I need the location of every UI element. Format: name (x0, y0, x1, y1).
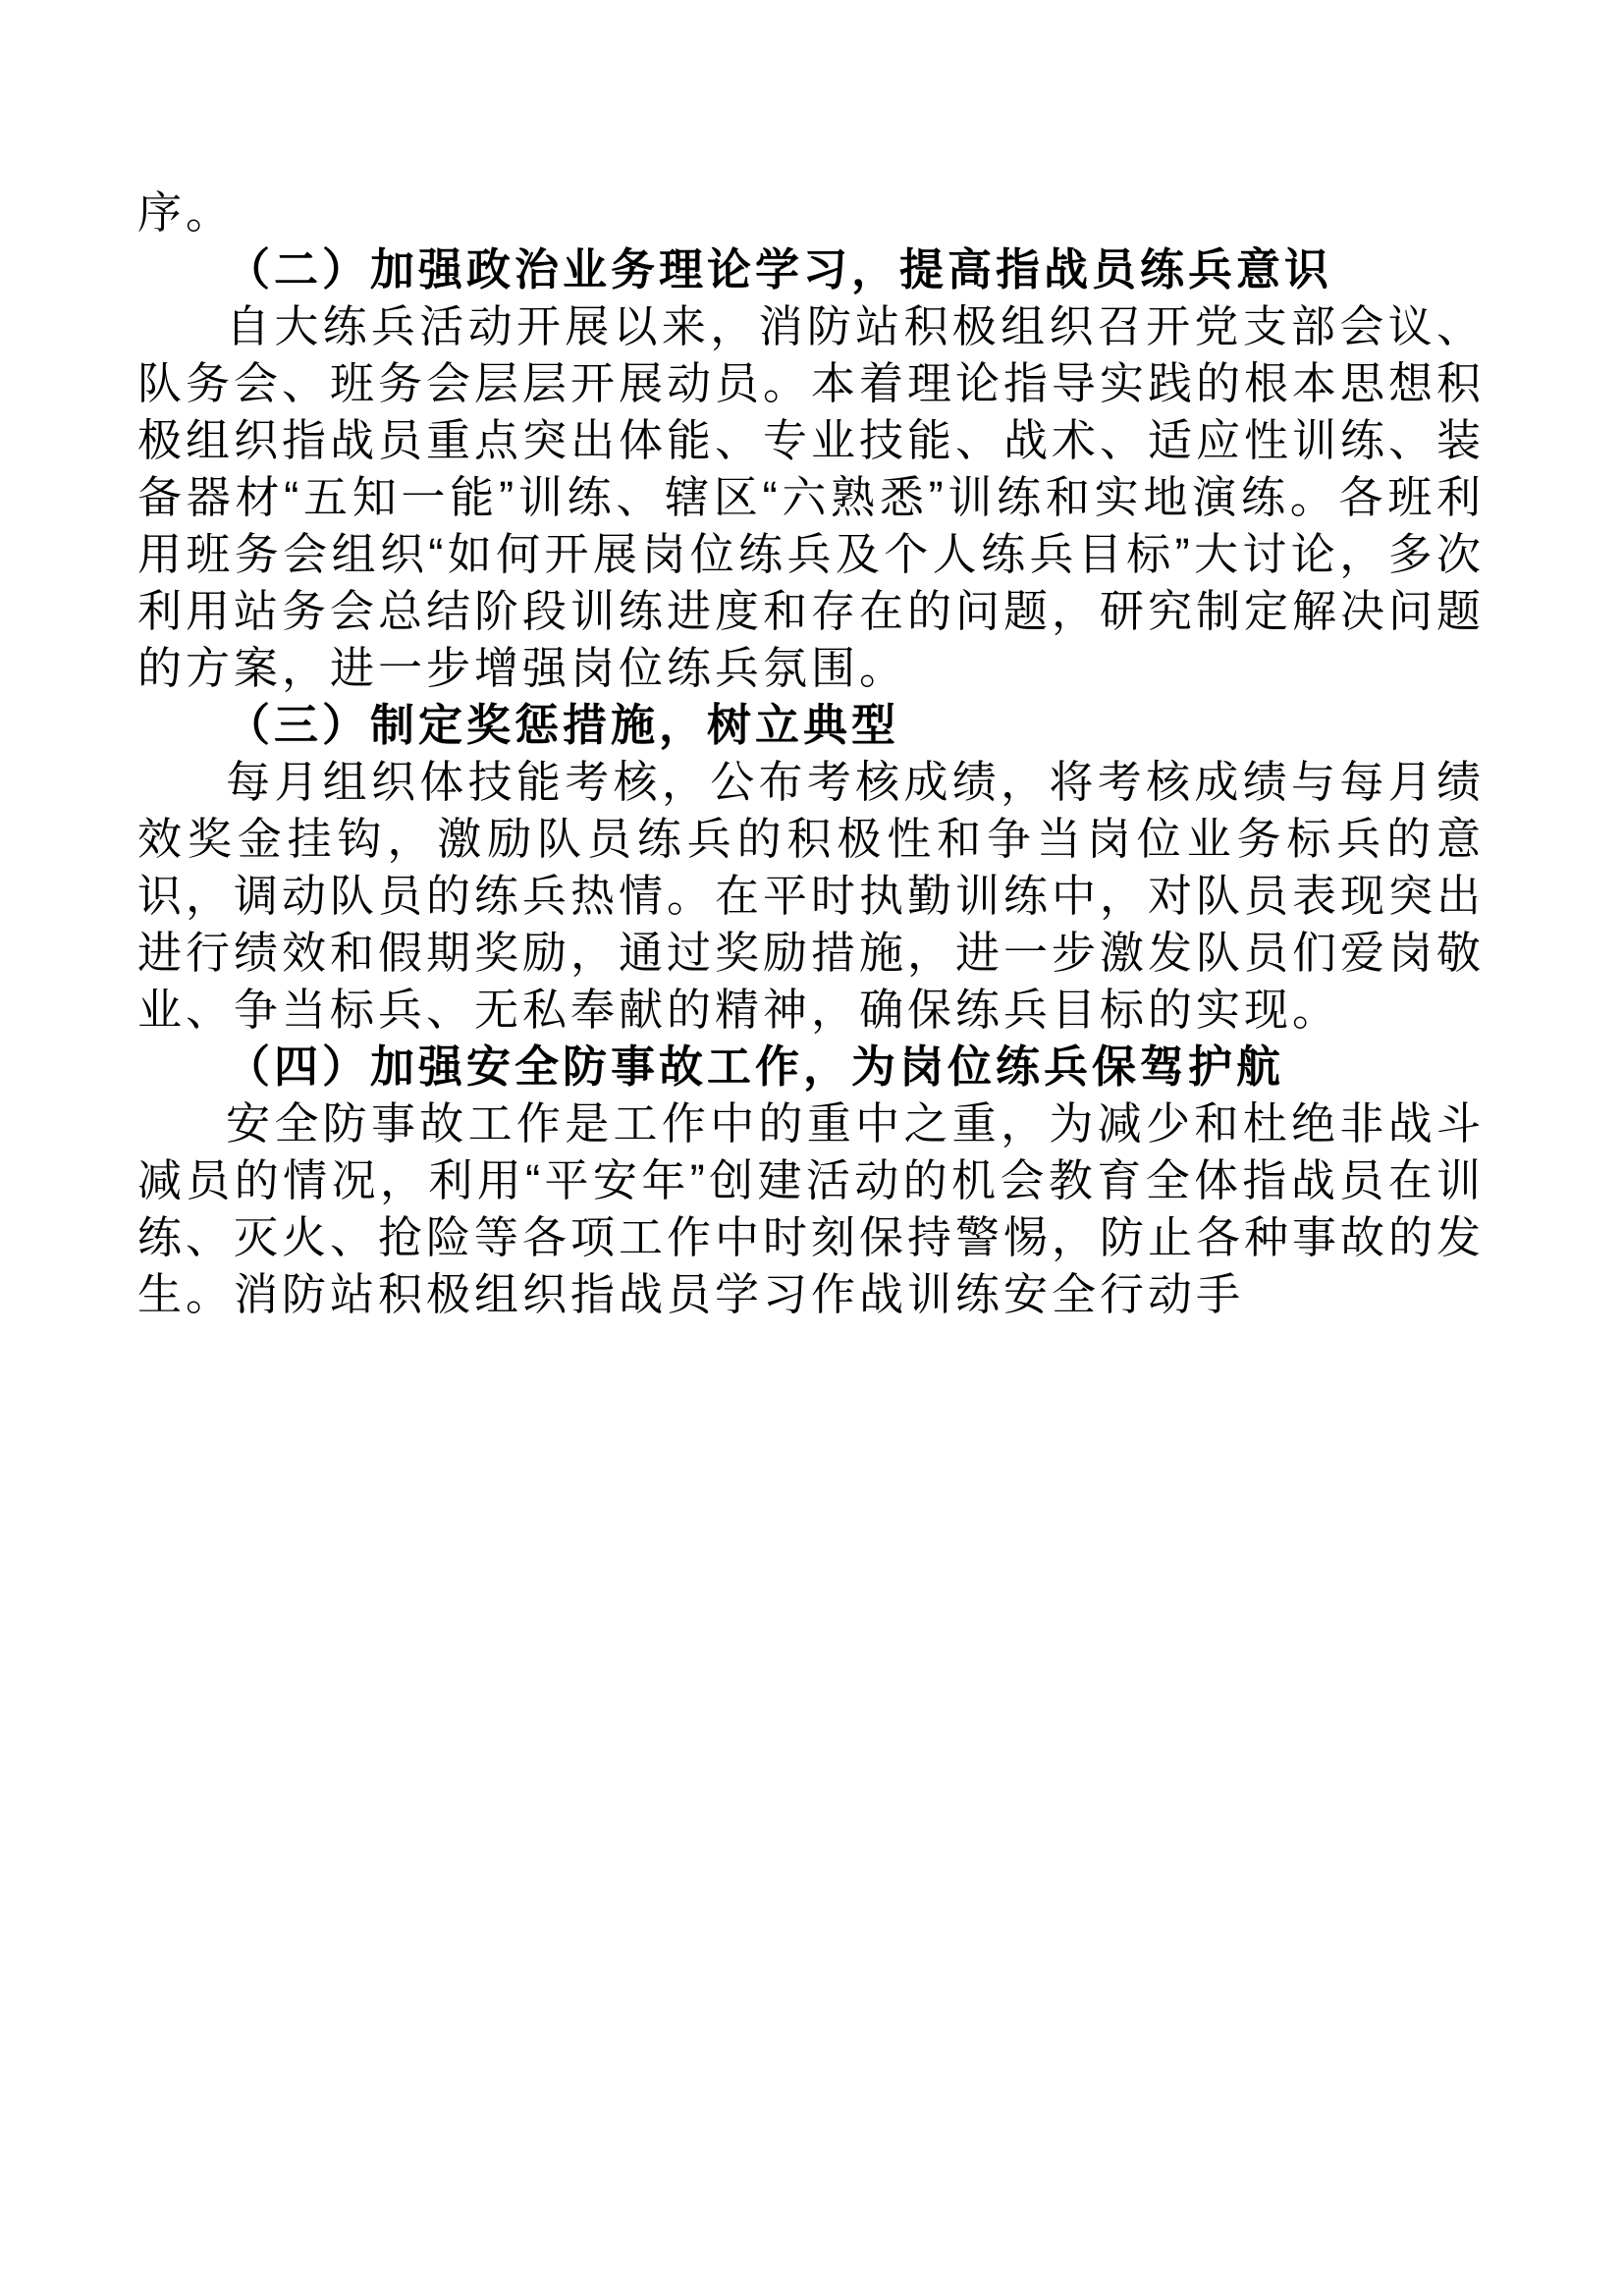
section-4-paragraph: 安全防事故工作是工作中的重中之重，为减少和杜绝非战斗减员的情况，利用“平安年”创建活动的机会教育全体指战员在训练、灭火、抢险等各项工作中时刻保持警惕，防止各种事故的发生。消防站积极组织指战员学习作战训练安全行动手 (137, 1098, 1486, 1319)
section-heading-3: （三）制定奖惩措施，树立典型 (226, 700, 900, 750)
section-heading-4: （四）加强安全防事故工作，为岗位练兵保驾护航 (226, 1041, 1285, 1092)
paragraph-continuation-from-previous-page: 序。 (137, 187, 235, 238)
document-body (137, 185, 1485, 1323)
section-3-paragraph: 每月组织体技能考核，公布考核成绩，将考核成绩与每月绩效奖金挂钩，激励队员练兵的积极性和争当岗位业务标兵的意识，调动队员的练兵热情。在平时执勤训练中，对队员表现突出进行绩效和假期奖励，通过奖励措施，进一步激发队员们爱岗敬业、争当标兵、无私奉献的精神，确保练兵目标的实现。 (137, 757, 1486, 1035)
section-heading-2: （二）加强政治业务理论学习，提高指战员练兵意识 (226, 244, 1333, 294)
section-2-paragraph: 自大练兵活动开展以来，消防站积极组织召开党支部会议、队务会、班务会层层开展动员。本着理论指导实践的根本思想积极组织指战员重点突出体能、专业技能、战术、适应性训练、装备器材“五知一能”训练、辖区“六熟悉”训练和实地演练。各班利用班务会组织“如何开展岗位练兵及个人练兵目标”大讨论，多次利用站务会总结阶段训练进度和存在的问题，研究制定解决问题的方案，进一步增强岗位练兵氛围。 (137, 301, 1486, 693)
